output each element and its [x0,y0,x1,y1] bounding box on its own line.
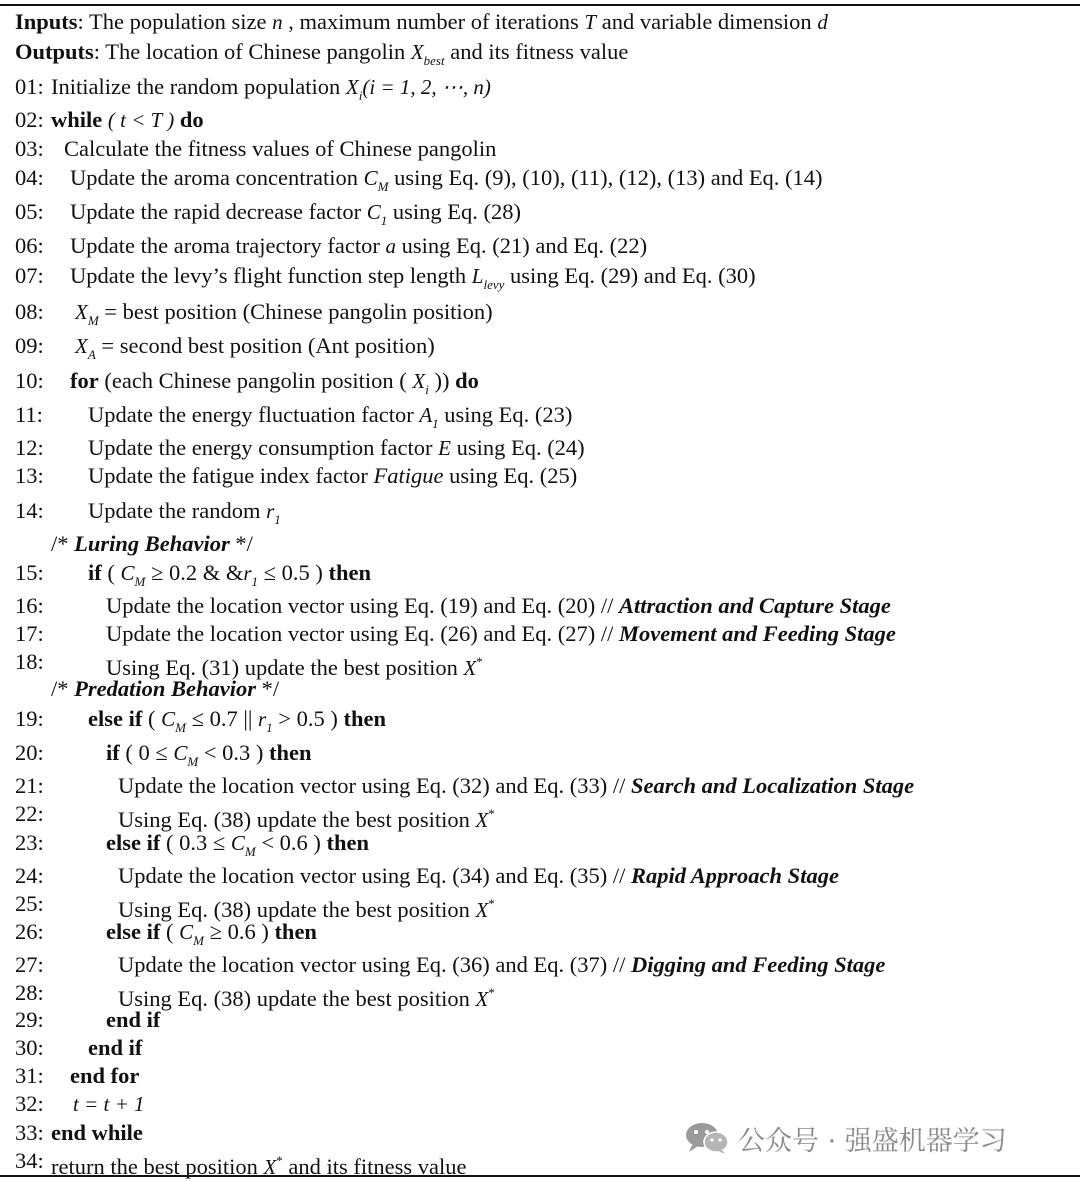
line-number: 16: [15,593,44,618]
bottom-rule [0,1175,1080,1177]
top-rule [0,4,1080,6]
line-number: 28: [15,980,44,1005]
line-number: 10: [15,368,44,393]
line-number: 23: [15,830,44,855]
line-number: 29: [15,1007,44,1032]
stage-label: Digging and Feeding Stage [631,952,886,977]
outputs-label: Outputs [15,39,94,64]
line-number: 09: [15,333,44,358]
line-number: 17: [15,621,44,646]
line-number: 02: [15,107,44,132]
line-number: 19: [15,706,44,731]
stage-label: Search and Localization Stage [631,773,915,798]
line-number: 20: [15,740,44,765]
line-number: 34: [15,1148,44,1173]
line-number: 11: [15,402,43,427]
stage-label: Movement and Feeding Stage [619,621,896,646]
line-number: 06: [15,233,44,258]
line-number: 08: [15,299,44,324]
line-number: 26: [15,919,44,944]
line-number: 32: [15,1091,44,1116]
line-number: 18: [15,649,44,674]
stage-label: Rapid Approach Stage [631,863,839,888]
line-number: 31: [15,1063,44,1088]
line-number: 21: [15,773,44,798]
line-number: 07: [15,263,44,288]
wechat-icon [684,1121,730,1155]
line-number: 01: [15,74,44,99]
line-number: 22: [15,801,44,826]
line-number: 05: [15,199,44,224]
watermark-text: 公众号 · 强盛机器学习 [738,1125,1007,1157]
inputs-label: Inputs [15,9,78,34]
line-number: 30: [15,1035,44,1060]
stage-label: Attraction and Capture Stage [619,593,891,618]
line-number: 12: [15,435,44,460]
line-number: 25: [15,891,44,916]
watermark [684,1120,1007,1156]
line-number: 24: [15,863,44,888]
line-number: 14: [15,498,44,523]
line-number: 03: [15,136,44,161]
line-number: 04: [15,165,44,190]
line-number: 15: [15,560,44,585]
line-number: 27: [15,952,44,977]
line-number: 13: [15,463,44,488]
line-number: 33: [15,1120,44,1145]
